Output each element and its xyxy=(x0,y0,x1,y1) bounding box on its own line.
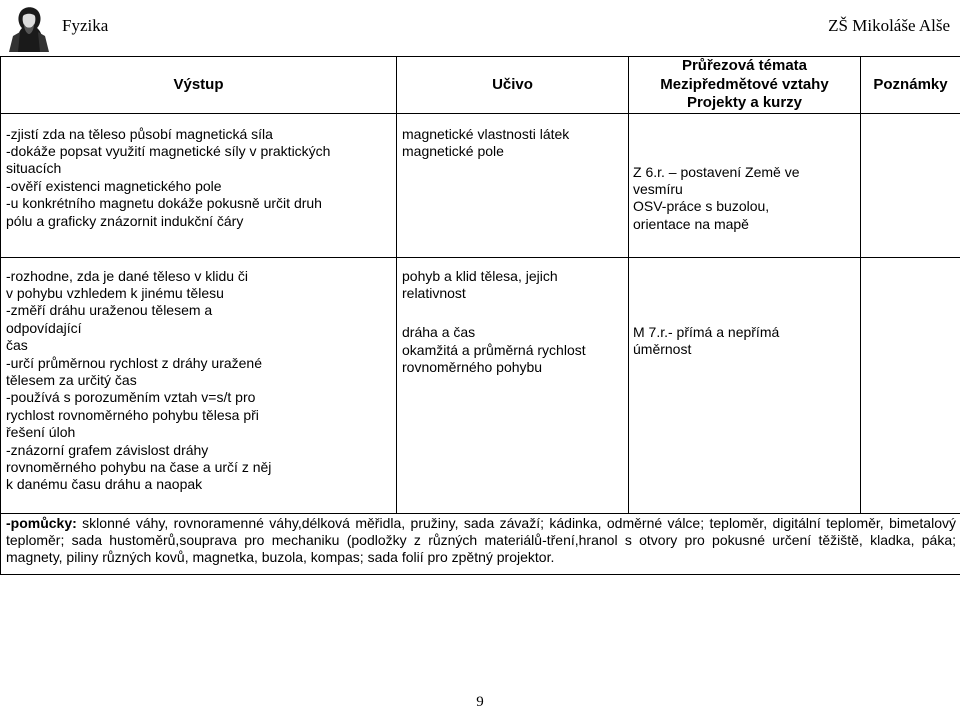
table-row xyxy=(1,257,960,513)
column-header-notes: Poznámky xyxy=(861,57,960,114)
output-cell xyxy=(1,257,397,513)
output-line: situacích xyxy=(6,160,62,177)
crosscutting-header-line: Průřezová témata xyxy=(681,57,808,74)
notes-cell xyxy=(861,113,960,257)
output-line: -ověří existenci magnetického pole xyxy=(6,177,222,194)
crosscutting-line: úměrnost xyxy=(633,340,692,357)
output-line: rychlost rovnoměrného pohybu tělesa při xyxy=(6,406,259,423)
output-line: čas xyxy=(6,337,28,354)
curriculum-table xyxy=(0,56,960,575)
output-line: -u konkrétního magnetu dokáže pokusně určit druh xyxy=(6,195,322,212)
page-number: 9 xyxy=(476,694,484,710)
crosscutting-line: Z 6.r. – postavení Země ve xyxy=(633,163,800,180)
output-line: -používá s porozuměním vztah v=s/t pro xyxy=(6,389,256,406)
content-line: rovnoměrného pohybu xyxy=(402,359,543,376)
output-line: -rozhodne, zda je dané těleso v klidu či xyxy=(6,267,249,284)
output-cell xyxy=(1,113,397,257)
output-line: v pohybu vzhledem k jinému tělesu xyxy=(6,284,224,301)
crosscutting-header-line: Mezipředmětové vztahy xyxy=(660,75,829,93)
crosscutting-cell xyxy=(629,113,861,257)
output-line: -změří dráhu uraženou tělesem a xyxy=(6,302,213,319)
output-line: rovnoměrného pohybu na čase a určí z něj xyxy=(6,458,272,475)
output-line: -určí průměrnou rychlost z dráhy uražené xyxy=(6,354,262,371)
output-line: k danému času dráhu a naopak xyxy=(6,476,203,493)
teaching-aids-text: sklonné váhy, rovnoramenné váhy,délková měřidla, pružiny, sada závaží; kádinka, odměrné válce; teploměr, digitální teploměr, bimetalový teploměr; sada hustoměrů,souprava pro mechaniku (podložky z různých materiálů-tření,hranol s otvory pro pokusné určení těžiště, kladka, páka; magnety, piliny různých kovů, magnetka, buzola, kompas; sada folií pro zpětný projektor. xyxy=(6,514,956,566)
column-header-crosscutting xyxy=(629,57,861,114)
output-line: řešení úloh xyxy=(6,424,76,441)
notes-cell xyxy=(861,257,960,513)
output-line: pólu a graficky znázornit indukční čáry xyxy=(6,212,244,229)
output-line: -dokáže popsat využití magnetické síly v praktických xyxy=(6,142,331,159)
crosscutting-line: M 7.r.- přímá a nepřímá xyxy=(633,323,780,340)
teaching-aids-cell xyxy=(1,513,960,574)
content-line: okamžitá a průměrná rychlost xyxy=(402,341,586,358)
content-line: magnetické pole xyxy=(402,142,504,159)
table-row xyxy=(1,113,960,257)
crosscutting-cell xyxy=(629,257,861,513)
column-header-content: Učivo xyxy=(397,57,629,114)
output-line: odpovídající xyxy=(6,319,82,336)
teaching-aids-label: -pomůcky: xyxy=(6,514,77,531)
column-header-output: Výstup xyxy=(1,57,397,114)
content-line: magnetické vlastnosti látek xyxy=(402,125,570,142)
content-cell xyxy=(397,257,629,513)
school-name: ZŠ Mikoláše Alše xyxy=(828,16,950,35)
subject-title: Fyzika xyxy=(62,16,109,35)
table-row-tools xyxy=(1,513,960,574)
content-cell xyxy=(397,113,629,257)
content-line: relativnost xyxy=(402,284,466,301)
crosscutting-line: OSV-práce s buzolou, xyxy=(633,198,770,215)
school-logo-portrait xyxy=(4,2,54,52)
output-line: tělesem za určitý čas xyxy=(6,371,137,388)
content-line: pohyb a klid tělesa, jejich xyxy=(402,267,558,284)
output-line: -zjistí zda na těleso působí magnetická síla xyxy=(6,125,273,142)
crosscutting-line: vesmíru xyxy=(633,180,683,197)
crosscutting-header-line: Projekty a kurzy xyxy=(686,94,803,111)
content-line: dráha a čas xyxy=(402,324,476,341)
page-header xyxy=(0,0,960,57)
crosscutting-line: orientace na mapě xyxy=(633,215,749,232)
table-header-row xyxy=(1,57,960,114)
output-line: -znázorní grafem závislost dráhy xyxy=(6,441,209,458)
